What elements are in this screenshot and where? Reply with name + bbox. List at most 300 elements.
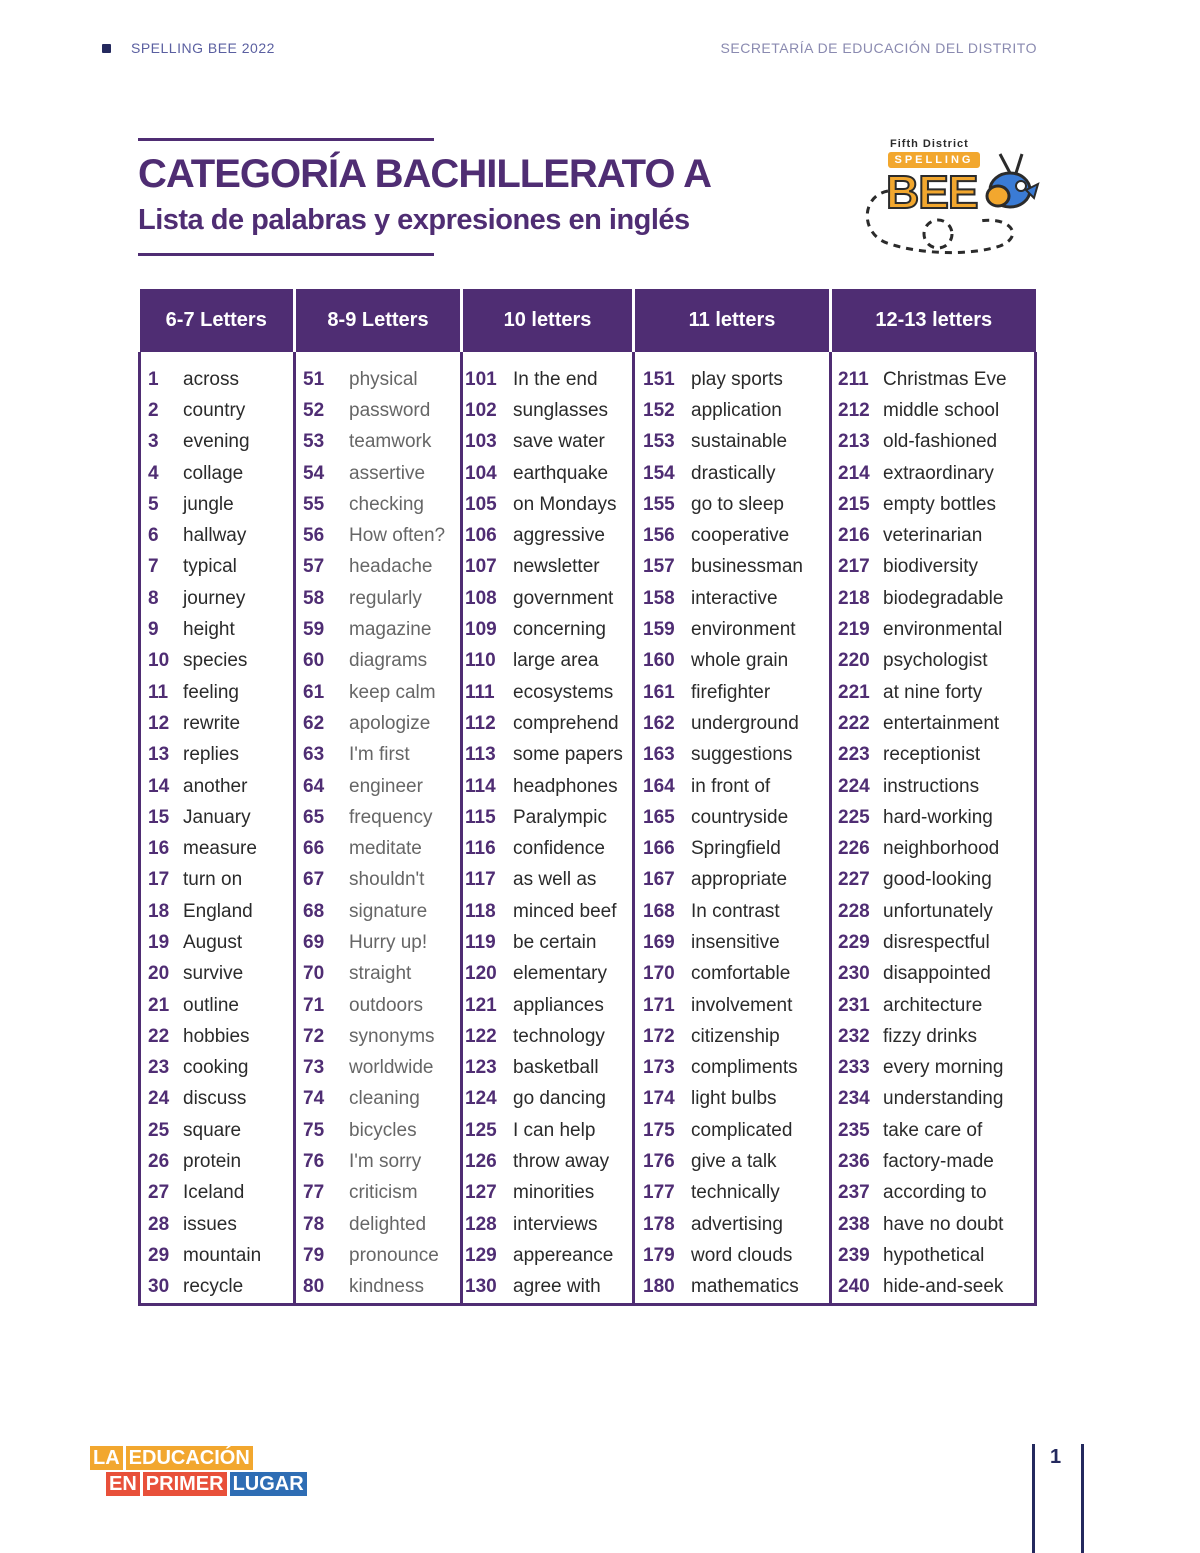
word-row xyxy=(141,1146,293,1177)
word-number: 66 xyxy=(303,838,325,860)
word-text: pronounce xyxy=(349,1244,439,1266)
word-number: 104 xyxy=(465,462,497,484)
word-row xyxy=(296,1209,460,1240)
word-row xyxy=(463,583,632,614)
word-row xyxy=(141,520,293,551)
word-number: 230 xyxy=(838,963,870,985)
word-text: England xyxy=(183,900,253,922)
word-text: be certain xyxy=(513,931,597,953)
word-text: recycle xyxy=(183,1276,244,1298)
word-text: old-fashioned xyxy=(883,431,998,453)
word-number: 53 xyxy=(303,431,325,453)
word-row xyxy=(463,708,632,739)
word-row xyxy=(635,1272,829,1303)
word-row xyxy=(141,614,293,645)
word-text: keep calm xyxy=(349,681,436,703)
word-number: 18 xyxy=(148,900,170,922)
word-row xyxy=(832,1240,1034,1271)
word-row xyxy=(832,427,1034,458)
word-text: complicated xyxy=(691,1119,793,1141)
word-number: 54 xyxy=(303,462,325,484)
word-number: 109 xyxy=(465,619,497,641)
word-row xyxy=(296,1178,460,1209)
word-text: Iceland xyxy=(183,1182,245,1204)
word-column xyxy=(634,352,831,1304)
word-number: 15 xyxy=(148,806,170,828)
word-number: 234 xyxy=(838,1088,870,1110)
word-number: 174 xyxy=(643,1088,675,1110)
word-text: mathematics xyxy=(691,1276,799,1298)
word-row xyxy=(296,959,460,990)
word-number: 9 xyxy=(148,619,159,641)
footer-logo xyxy=(90,1446,320,1498)
word-number: 25 xyxy=(148,1119,170,1141)
word-row xyxy=(141,1021,293,1052)
word-text: interviews xyxy=(513,1213,598,1235)
word-row xyxy=(141,1084,293,1115)
word-number: 101 xyxy=(465,368,497,390)
word-text: cooking xyxy=(183,1057,249,1079)
word-text: basketball xyxy=(513,1057,599,1079)
column-header: 10 letters xyxy=(462,289,634,352)
word-row xyxy=(296,833,460,864)
word-row xyxy=(635,677,829,708)
word-text: password xyxy=(349,399,431,421)
word-row xyxy=(832,1084,1034,1115)
column-header: 6-7 Letters xyxy=(140,289,295,352)
word-number: 179 xyxy=(643,1244,675,1266)
word-row xyxy=(635,583,829,614)
word-row xyxy=(463,1115,632,1146)
word-text: suggestions xyxy=(691,744,793,766)
word-text: turn on xyxy=(183,869,243,891)
word-number: 5 xyxy=(148,493,159,515)
word-row xyxy=(635,1178,829,1209)
word-row xyxy=(296,990,460,1021)
word-text: engineer xyxy=(349,775,423,797)
word-number: 123 xyxy=(465,1057,497,1079)
word-number: 60 xyxy=(303,650,325,672)
word-text: environment xyxy=(691,619,796,641)
word-number: 164 xyxy=(643,775,675,797)
footer-logo-educacion: EDUCACIÓN xyxy=(126,1446,253,1470)
word-row xyxy=(635,364,829,395)
word-number: 229 xyxy=(838,931,870,953)
word-text: go dancing xyxy=(513,1088,606,1110)
word-text: signature xyxy=(349,900,428,922)
word-row xyxy=(141,896,293,927)
word-row xyxy=(832,959,1034,990)
word-row xyxy=(141,771,293,802)
word-text: synonyms xyxy=(349,1025,435,1047)
word-text: as well as xyxy=(513,869,597,891)
logo-district-text: Fifth District xyxy=(890,138,969,150)
word-number: 212 xyxy=(838,399,870,421)
word-number: 227 xyxy=(838,869,870,891)
word-text: headache xyxy=(349,556,433,578)
word-text: diagrams xyxy=(349,650,428,672)
word-text: minced beef xyxy=(513,900,617,922)
word-number: 111 xyxy=(465,681,495,703)
word-number: 19 xyxy=(148,931,170,953)
word-row xyxy=(296,927,460,958)
word-list-table xyxy=(138,289,1037,1306)
word-row xyxy=(463,1084,632,1115)
word-row xyxy=(635,552,829,583)
word-number: 20 xyxy=(148,963,170,985)
footer-logo-en: EN xyxy=(106,1472,140,1496)
word-text: journey xyxy=(183,587,246,609)
word-number: 127 xyxy=(465,1182,497,1204)
word-row xyxy=(296,583,460,614)
word-number: 8 xyxy=(148,587,159,609)
word-row xyxy=(635,395,829,426)
word-number: 52 xyxy=(303,399,325,421)
word-row xyxy=(463,740,632,771)
word-row xyxy=(463,896,632,927)
word-row xyxy=(635,865,829,896)
page-title: CATEGORÍA BACHILLERATO A xyxy=(138,152,712,196)
word-number: 166 xyxy=(643,838,675,860)
page-subtitle: Lista de palabras y expresiones en inglés xyxy=(138,204,690,236)
word-row xyxy=(635,896,829,927)
word-text: How often? xyxy=(349,525,446,547)
word-number: 77 xyxy=(303,1182,325,1204)
word-number: 110 xyxy=(465,650,496,672)
word-row xyxy=(141,1240,293,1271)
word-number: 69 xyxy=(303,931,325,953)
word-row xyxy=(635,427,829,458)
word-column xyxy=(295,352,462,1304)
word-text: compliments xyxy=(691,1057,798,1079)
word-number: 128 xyxy=(465,1213,497,1235)
word-number: 28 xyxy=(148,1213,170,1235)
word-number: 125 xyxy=(465,1119,497,1141)
word-number: 158 xyxy=(643,587,675,609)
word-number: 171 xyxy=(643,994,675,1016)
word-row xyxy=(832,1209,1034,1240)
word-row xyxy=(296,520,460,551)
word-row xyxy=(832,1272,1034,1303)
word-number: 224 xyxy=(838,775,870,797)
word-text: some papers xyxy=(513,744,623,766)
word-row xyxy=(296,1115,460,1146)
page-number: 1 xyxy=(1050,1446,1062,1468)
word-text: citizenship xyxy=(691,1025,780,1047)
word-text: In the end xyxy=(513,368,598,390)
word-number: 122 xyxy=(465,1025,497,1047)
word-number: 71 xyxy=(303,994,325,1016)
word-row xyxy=(463,364,632,395)
word-row xyxy=(296,614,460,645)
word-row xyxy=(296,677,460,708)
word-row xyxy=(463,552,632,583)
word-row xyxy=(463,771,632,802)
word-number: 154 xyxy=(643,462,675,484)
word-row xyxy=(463,959,632,990)
word-number: 67 xyxy=(303,869,325,891)
word-row xyxy=(296,1084,460,1115)
title-bottom-rule xyxy=(138,253,434,256)
column-header: 8-9 Letters xyxy=(295,289,462,352)
footer-logo-la: LA xyxy=(90,1446,123,1470)
word-text: another xyxy=(183,775,248,797)
word-text: frequency xyxy=(349,806,433,828)
word-number: 11 xyxy=(148,681,169,703)
word-number: 80 xyxy=(303,1276,325,1298)
word-number: 238 xyxy=(838,1213,870,1235)
word-row xyxy=(141,552,293,583)
word-text: appliances xyxy=(513,994,604,1016)
word-number: 105 xyxy=(465,493,497,515)
word-text: delighted xyxy=(349,1213,427,1235)
word-text: save water xyxy=(513,431,605,453)
word-text: whole grain xyxy=(691,650,789,672)
word-text: application xyxy=(691,399,782,421)
word-text: instructions xyxy=(883,775,980,797)
word-row xyxy=(635,1240,829,1271)
word-row xyxy=(296,771,460,802)
column-header: 11 letters xyxy=(634,289,831,352)
word-row xyxy=(832,458,1034,489)
word-row xyxy=(832,646,1034,677)
word-number: 161 xyxy=(643,681,675,703)
word-number: 13 xyxy=(148,744,170,766)
word-text: issues xyxy=(183,1213,237,1235)
word-row xyxy=(463,1178,632,1209)
word-text: magazine xyxy=(349,619,432,641)
word-number: 178 xyxy=(643,1213,675,1235)
word-number: 165 xyxy=(643,806,675,828)
word-number: 152 xyxy=(643,399,675,421)
word-text: I'm sorry xyxy=(349,1151,422,1173)
word-row xyxy=(635,520,829,551)
word-row xyxy=(141,1053,293,1084)
word-number: 22 xyxy=(148,1025,170,1047)
word-number: 119 xyxy=(465,931,496,953)
word-row xyxy=(463,395,632,426)
word-row xyxy=(635,458,829,489)
word-row xyxy=(635,833,829,864)
word-text: elementary xyxy=(513,963,607,985)
word-number: 73 xyxy=(303,1057,325,1079)
word-row xyxy=(141,395,293,426)
word-text: aggressive xyxy=(513,525,605,547)
word-row xyxy=(635,646,829,677)
word-row xyxy=(832,520,1034,551)
word-text: headphones xyxy=(513,775,618,797)
footer-logo-lugar: LUGAR xyxy=(230,1472,307,1496)
word-text: I can help xyxy=(513,1119,596,1141)
word-number: 162 xyxy=(643,712,675,734)
word-row xyxy=(635,1209,829,1240)
word-row xyxy=(635,1146,829,1177)
word-number: 14 xyxy=(148,775,170,797)
word-row xyxy=(296,802,460,833)
word-text: go to sleep xyxy=(691,493,784,515)
word-text: across xyxy=(183,368,239,390)
word-row xyxy=(296,865,460,896)
word-row xyxy=(296,427,460,458)
word-row xyxy=(463,1209,632,1240)
word-text: comfortable xyxy=(691,963,791,985)
word-text: confidence xyxy=(513,838,605,860)
word-row xyxy=(141,927,293,958)
word-text: replies xyxy=(183,744,239,766)
word-text: discuss xyxy=(183,1088,247,1110)
word-row xyxy=(141,1272,293,1303)
word-text: outline xyxy=(183,994,239,1016)
word-text: square xyxy=(183,1119,242,1141)
word-text: environmental xyxy=(883,619,1003,641)
word-row xyxy=(832,1146,1034,1177)
word-row xyxy=(463,1146,632,1177)
word-row xyxy=(296,552,460,583)
word-text: earthquake xyxy=(513,462,609,484)
word-row xyxy=(463,614,632,645)
word-row xyxy=(832,990,1034,1021)
word-row xyxy=(296,458,460,489)
word-number: 57 xyxy=(303,556,325,578)
word-row xyxy=(296,395,460,426)
word-number: 159 xyxy=(643,619,675,641)
word-row xyxy=(832,771,1034,802)
word-text: light bulbs xyxy=(691,1088,777,1110)
word-row xyxy=(296,646,460,677)
word-number: 120 xyxy=(465,963,497,985)
word-row xyxy=(832,708,1034,739)
word-row xyxy=(832,927,1034,958)
word-text: countryside xyxy=(691,806,789,828)
word-row xyxy=(141,865,293,896)
word-number: 6 xyxy=(148,525,159,547)
word-text: teamwork xyxy=(349,431,432,453)
word-number: 116 xyxy=(465,838,496,860)
word-text: according to xyxy=(883,1182,987,1204)
word-number: 121 xyxy=(465,994,497,1016)
word-text: in front of xyxy=(691,775,771,797)
word-row xyxy=(832,489,1034,520)
word-number: 24 xyxy=(148,1088,170,1110)
word-row xyxy=(296,364,460,395)
word-number: 173 xyxy=(643,1057,675,1079)
word-number: 10 xyxy=(148,650,170,672)
word-number: 75 xyxy=(303,1119,325,1141)
table-header-row xyxy=(140,289,1036,352)
word-number: 160 xyxy=(643,650,675,672)
word-text: appereance xyxy=(513,1244,614,1266)
word-text: disappointed xyxy=(883,963,991,985)
word-row xyxy=(832,833,1034,864)
word-number: 61 xyxy=(303,681,325,703)
word-text: middle school xyxy=(883,399,1000,421)
word-row xyxy=(635,771,829,802)
word-row xyxy=(463,1021,632,1052)
word-text: physical xyxy=(349,368,418,390)
word-row xyxy=(141,708,293,739)
word-text: I'm first xyxy=(349,744,410,766)
word-number: 223 xyxy=(838,744,870,766)
word-text: factory-made xyxy=(883,1151,994,1173)
word-number: 30 xyxy=(148,1276,170,1298)
word-row xyxy=(296,489,460,520)
word-number: 180 xyxy=(643,1276,675,1298)
word-text: hard-working xyxy=(883,806,993,828)
word-row xyxy=(635,740,829,771)
word-number: 62 xyxy=(303,712,325,734)
word-text: ecosystems xyxy=(513,681,614,703)
word-row xyxy=(141,740,293,771)
word-number: 17 xyxy=(148,869,170,891)
word-row xyxy=(832,552,1034,583)
word-number: 218 xyxy=(838,587,870,609)
word-text: rewrite xyxy=(183,712,241,734)
word-row xyxy=(832,896,1034,927)
word-row xyxy=(832,865,1034,896)
word-text: hide-and-seek xyxy=(883,1276,1004,1298)
word-text: jungle xyxy=(183,493,234,515)
word-row xyxy=(463,489,632,520)
word-text: height xyxy=(183,619,235,641)
word-number: 7 xyxy=(148,556,159,578)
word-number: 156 xyxy=(643,525,675,547)
word-row xyxy=(463,427,632,458)
word-row xyxy=(463,1053,632,1084)
word-number: 107 xyxy=(465,556,497,578)
word-number: 72 xyxy=(303,1025,325,1047)
word-text: mountain xyxy=(183,1244,262,1266)
word-number: 124 xyxy=(465,1088,497,1110)
word-number: 235 xyxy=(838,1119,870,1141)
word-text: psychologist xyxy=(883,650,988,672)
word-row xyxy=(832,740,1034,771)
word-row xyxy=(463,802,632,833)
word-row xyxy=(463,990,632,1021)
word-row xyxy=(463,865,632,896)
word-number: 172 xyxy=(643,1025,675,1047)
word-row xyxy=(635,927,829,958)
bee-icon xyxy=(987,154,1038,207)
word-number: 214 xyxy=(838,462,870,484)
word-number: 58 xyxy=(303,587,325,609)
word-row xyxy=(832,1053,1034,1084)
word-row xyxy=(463,458,632,489)
word-number: 4 xyxy=(148,462,159,484)
word-number: 231 xyxy=(838,994,870,1016)
word-row xyxy=(832,802,1034,833)
word-number: 76 xyxy=(303,1151,325,1173)
word-row xyxy=(463,927,632,958)
word-text: receptionist xyxy=(883,744,981,766)
word-text: architecture xyxy=(883,994,983,1016)
word-row xyxy=(832,614,1034,645)
word-text: understanding xyxy=(883,1088,1004,1110)
word-row xyxy=(141,364,293,395)
word-number: 74 xyxy=(303,1088,325,1110)
word-number: 237 xyxy=(838,1182,870,1204)
word-number: 153 xyxy=(643,431,675,453)
word-column xyxy=(140,352,295,1304)
word-text: large area xyxy=(513,650,599,672)
word-number: 118 xyxy=(465,900,496,922)
word-text: cooperative xyxy=(691,525,790,547)
word-row xyxy=(463,1240,632,1271)
word-number: 115 xyxy=(465,806,496,828)
word-text: assertive xyxy=(349,462,426,484)
title-top-rule xyxy=(138,138,434,141)
word-row xyxy=(635,1053,829,1084)
word-text: play sports xyxy=(691,368,783,390)
